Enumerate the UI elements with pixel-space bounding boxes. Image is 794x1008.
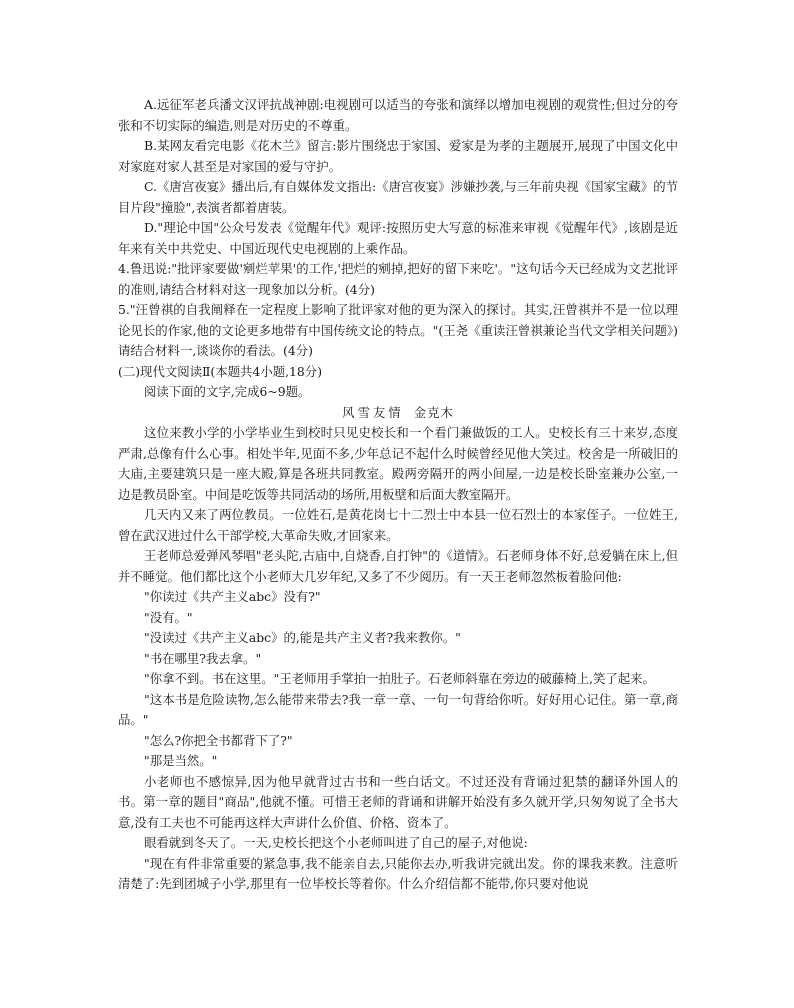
document-page (118, 95, 678, 895)
story-title-line (118, 403, 678, 424)
story-paragraph: 几天内又来了两位教员。一位姓石,是黄花岗七十二烈士中本县一位石烈士的本家侄子。一位姓王,曾在武汉进过什么干部学校,大革命失败,才回家来。 (118, 507, 678, 543)
story-paragraph: 小老师也不感惊异,因为他早就背过古书和一些白话文。不过还没有背诵过犯禁的翻译外国人的书。第一章的题目"商品",他就不懂。可惜王老师的背诵和讲解开始没有多久就开学,只匆匆说了全书大意,没有工夫也不可能再这样大声讲什么价值、价格、资本了。 (118, 773, 678, 830)
section-heading: (二)现代文阅读Ⅱ(本题共4小题,18分) (118, 363, 323, 379)
story-paragraph: "没有。" (144, 609, 193, 625)
story-paragraph: "你拿不到。书在这里。"王老师用手掌拍一拍肚子。石老师斜靠在旁边的破藤椅上,笑了起来。 (144, 671, 655, 686)
story-paragraph: "怎么?你把全书都背下了?" (144, 732, 293, 748)
story-paragraph: 这位来教小学的小学毕业生到校时只见史校长和一个看门兼做饭的工人。史校长有三十来岁,态度严肃,总像有什么心事。相处半年,见面不多,少年总记不起什么时候曾经见他大笑过。校舍是一所破旧的大庙,主要建筑只是一座大殿,算是各班共同教室。殿两旁隔开的两小间屋,一边是校长卧室兼办公室,一边是教员卧室。中间是吃饭等共同活动的场所,用板壁和后面大教室隔开。 (118, 425, 678, 502)
story-paragraph: "那是当然。" (144, 753, 218, 768)
option-d: D."理论中国"公众号发表《觉醒年代》观评:按照历史大写意的标准来审视《觉醒年代》,该剧是近年来有关中共党史、中国近现代史电视剧的上乘作品。 (118, 220, 678, 256)
story-paragraph: "书在哪里?我去拿。" (144, 650, 262, 666)
story-title: 风雪友情 (342, 404, 404, 420)
story-paragraph: "你读过《共产主义abc》没有?" (144, 589, 321, 604)
question-4: 4.鲁迅说:"批评家要做'剜烂苹果'的工作,'把烂的剜掉,把好的留下来吃'。"这句话今天已经成为文艺批评的准则,请结合材料对这一现象加以分析。(4分) (118, 261, 678, 297)
story-paragraph: 眼看就到冬天了。一天,史校长把这个小老师叫进了自己的屋子,对他说: (144, 835, 528, 850)
option-c: C.《唐宫夜宴》播出后,有自媒体发文指出:《唐宫夜宴》涉嫌抄袭,与三年前央视《国家宝藏》的节目片段"撞脸",表演者都着唐装。 (118, 179, 678, 215)
reading-instruction: 阅读下面的文字,完成6~9题。 (144, 384, 311, 399)
story-paragraph: 王老师总爱弹风琴唱"老头陀,古庙中,自烧香,自打钟"的《道情》。石老师身体不好,总爱躺在床上,但并不睡觉。他们都比这个小老师大几岁年纪,又多了不少阅历。有一天王老师忽然板着脸问他: (118, 548, 678, 584)
story-paragraph: "这本书是危险读物,怎么能带来带去?我一章一章、一句一句背给你听。好好用心记住。第一章,商品。" (118, 691, 678, 727)
question-5: 5."汪曾祺的自我阐释在一定程度上影响了批评家对他的更为深入的探讨。其实,汪曾祺并不是一位以理论见长的作家,他的文论更多地带有中国传统文论的特点。"(王尧《重读汪曾祺兼论当代文学相关问题》)请结合材料一,谈谈你的看法。(4分) (118, 302, 678, 358)
option-b: B.某网友看完电影《花木兰》留言:影片围绕忠于家国、爱家是为孝的主题展开,展现了中国文化中对家庭对家人甚至是对家国的爱与守护。 (118, 138, 678, 174)
story-author: 金克木 (413, 404, 454, 420)
story-paragraph: "没读过《共产主义abc》的,能是共产主义者?我来教你。" (144, 630, 461, 645)
option-a: A.远征军老兵潘文汉评抗战神剧:电视剧可以适当的夸张和演绎以增加电视剧的观赏性;但过分的夸张和不切实际的编造,则是对历史的不尊重。 (118, 97, 678, 133)
story-paragraph: "现在有件非常重要的紧急事,我不能亲自去,只能你去办,听我讲完就出发。你的课我来教。注意听清楚了:先到团城子小学,那里有一位毕校长等着你。什么介绍信都不能带,你只要对他说 (118, 855, 678, 891)
